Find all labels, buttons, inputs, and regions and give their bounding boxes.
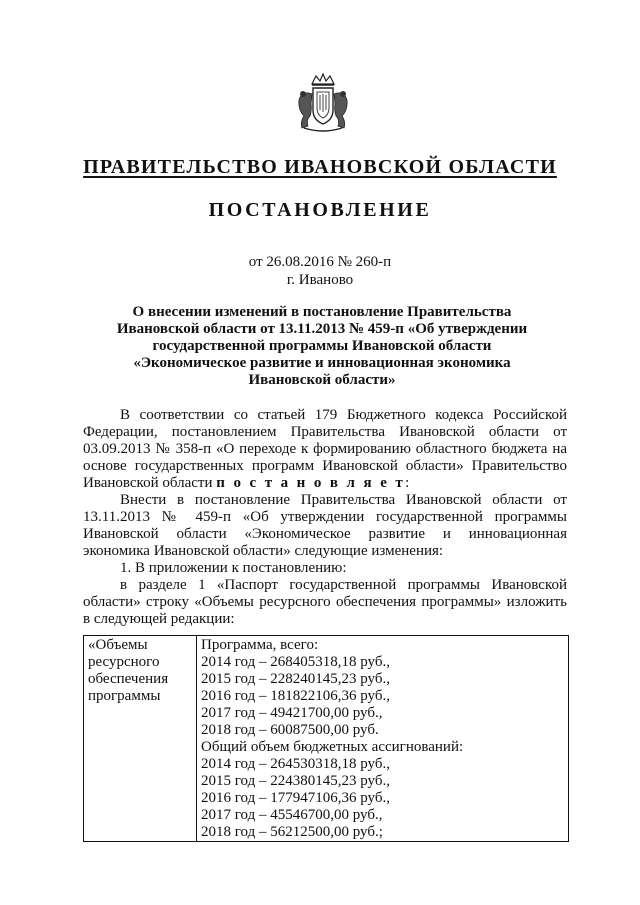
document-body <box>83 407 567 628</box>
table-label-line: обеспечения <box>88 671 169 687</box>
document-subject: О внесении изменений в постановление Правительства Ивановской области от 13.11.2013 № 459-п «Об утверждении государственной программы Ивановской области «Экономическое развитие и инновационная экономика Ивановской области» <box>116 304 528 388</box>
table-row <box>84 636 569 842</box>
value-lines <box>201 637 564 841</box>
table-value-line: 2016 год – 177947106,36 руб., <box>201 790 390 806</box>
document-type: ПОСТАНОВЛЕНИЕ <box>208 199 432 221</box>
paragraph-item-1: 1. В приложении к постановлению: <box>120 560 347 576</box>
resolves-keyword: п о с т а н о в л я е т <box>216 475 406 491</box>
table-value-line: 2018 год – 60087500,00 руб. <box>201 722 379 738</box>
table-value-line: Программа, всего: <box>201 637 319 653</box>
document-date-number: от 26.08.2016 № 260-п <box>248 254 392 270</box>
table-value-line: 2014 год – 264530318,18 руб., <box>201 756 390 772</box>
preamble-text: В соответствии со статьей 179 Бюджетного кодекса Российской Федерации, постановлением Правительства Ивановской области от 03.09.2013 № 358-п «О переходе к формированию областного бюджета на основе государственных программ Ивановской области» Правительство Ивановской области <box>83 407 567 491</box>
table-value-cell <box>197 636 569 842</box>
paragraph-preamble <box>83 407 567 492</box>
table-label-line: «Объемы <box>88 637 148 653</box>
table-value-line: 2018 год – 56212500,00 руб.; <box>201 824 383 840</box>
table-value-line: 2016 год – 181822106,36 руб., <box>201 688 390 704</box>
government-title: ПРАВИТЕЛЬСТВО ИВАНОВСКОЙ ОБЛАСТИ <box>83 156 557 178</box>
table-value-line: 2014 год – 268405318,18 руб., <box>201 654 390 670</box>
preamble-end: : <box>405 475 410 491</box>
paragraph-section-1: в разделе 1 «Паспорт государственной программы Ивановской области» строку «Объемы ресурсного обеспечения программы» изложить в следующей редакции: <box>83 577 567 627</box>
label-lines <box>88 637 192 705</box>
coat-of-arms-icon <box>290 70 356 136</box>
resource-table <box>83 635 569 842</box>
table-value-line: Общий объем бюджетных ассигнований: <box>201 739 464 755</box>
table-value-line: 2015 год – 228240145,23 руб., <box>201 671 390 687</box>
table-value-line: 2015 год – 224380145,23 руб., <box>201 773 390 789</box>
paragraph-amend: Внести в постановление Правительства Ивановской области от 13.11.2013 № 459-п «Об утверждении государственной программы Ивановской области «Экономическое развитие и инновационная экономика Ивановской области» следующие изменения: <box>83 492 567 559</box>
table-label-line: программы <box>88 688 161 704</box>
document-city: г. Иваново <box>286 272 354 288</box>
table-value-line: 2017 год – 49421700,00 руб., <box>201 705 383 721</box>
table-label-cell <box>84 636 197 842</box>
table-label-line: ресурсного <box>88 654 160 670</box>
table-value-line: 2017 год – 45546700,00 руб., <box>201 807 383 823</box>
